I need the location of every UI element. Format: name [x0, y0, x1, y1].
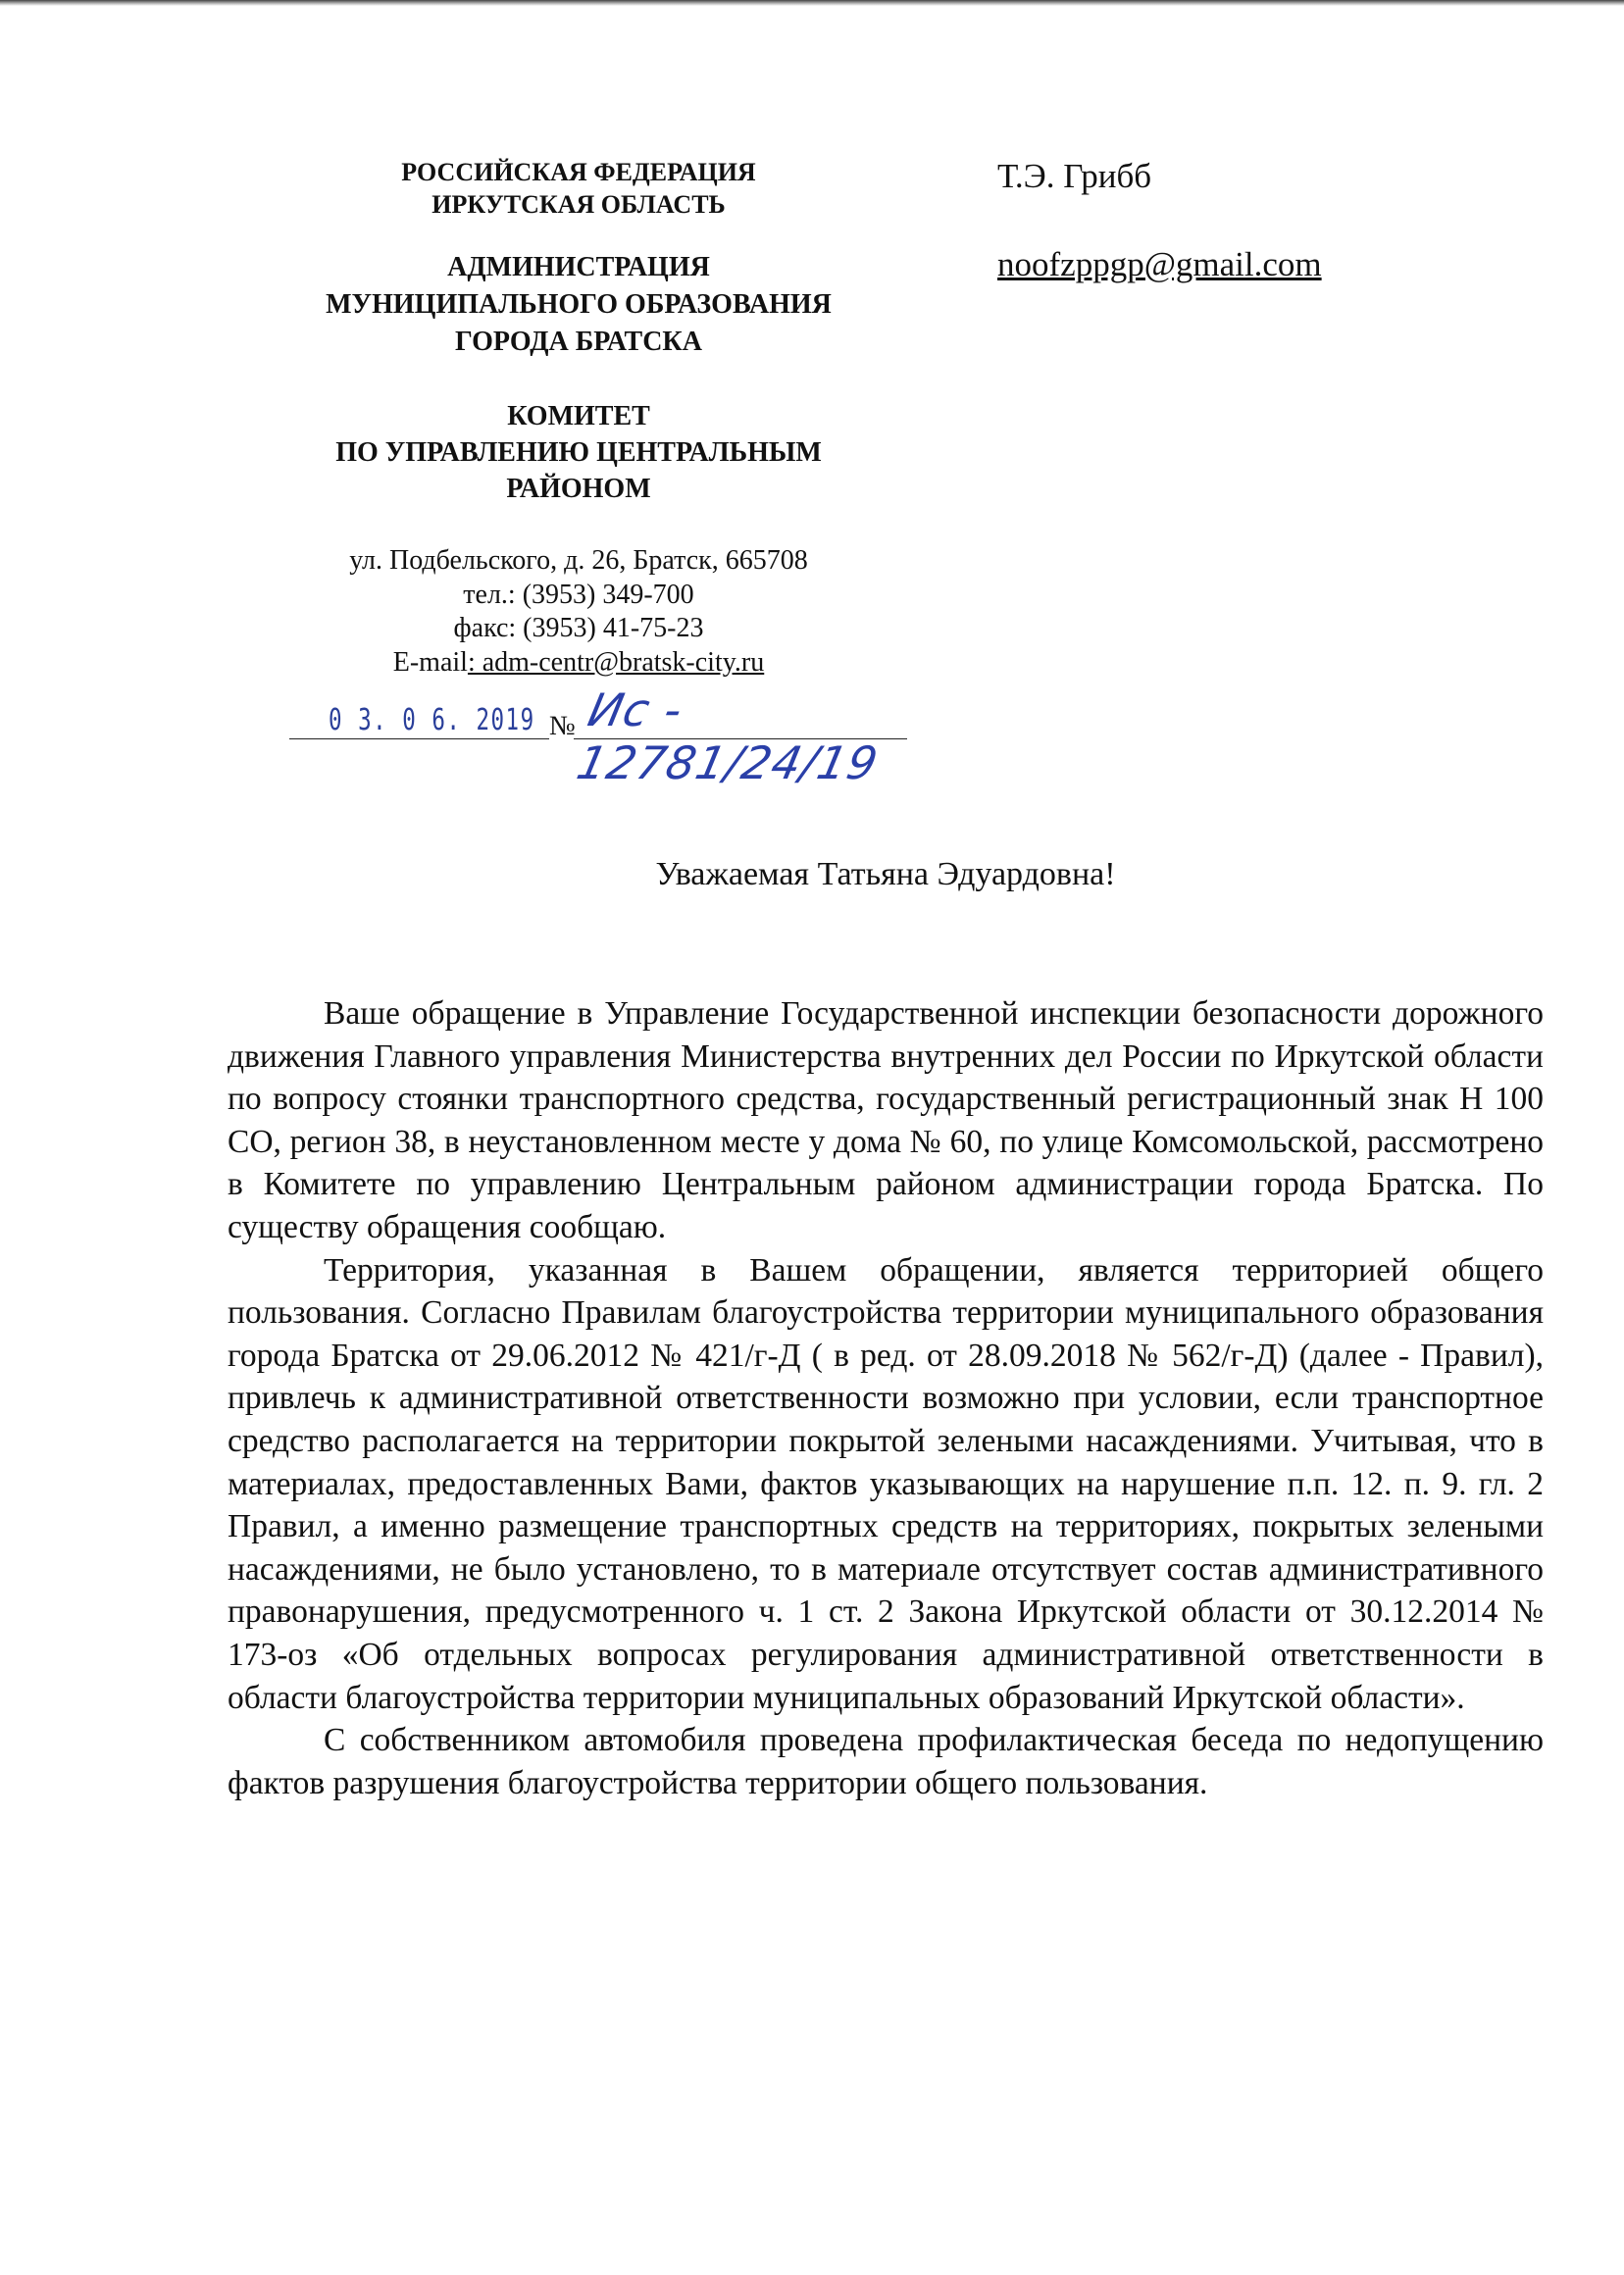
recipient-name: Т.Э. Грибб	[997, 157, 1152, 195]
date-stamp: 0 3. 0 6. 2019	[329, 703, 535, 737]
recipient-email[interactable]: noofzppgp@gmail.com	[997, 245, 1322, 283]
date-underline	[289, 738, 549, 739]
letterhead-email[interactable]: : adm-centr@bratsk-city.ru	[467, 647, 765, 678]
registration-number: Ис - 12781/24/19	[572, 683, 884, 789]
paragraph: С собственником автомобиля проведена профилактическая беседа по недопущению фактов разрушения благоустройства территории общего пользования.	[228, 1722, 1544, 1801]
paragraph: Ваше обращение в Управление Государственной инспекции безопасности дорожного движения Главного управления Министерства внутренних дел России по Иркутской области по вопросу стоянки транспортного средства, государственный регистрационный знак Н 100 СО, регион 38, в неустановленном месте у дома № 60, по улице Комсомольской, рассмотрено в Комитете по управлению Центральным районом администрации города Братска. По существу обращения сообщаю.	[228, 995, 1544, 1245]
letterhead-address: ул. Подбельского, д. 26, Братск, 665708	[349, 545, 808, 576]
number-sign: №	[549, 711, 576, 741]
letterhead-admin-2: МУНИЦИПАЛЬНОГО ОБРАЗОВАНИЯ	[326, 289, 832, 320]
letterhead-committee-3: РАЙОНОМ	[506, 474, 651, 504]
letterhead-committee-2: ПО УПРАВЛЕНИЮ ЦЕНТРАЛЬНЫМ	[335, 437, 822, 468]
letterhead-country: РОССИЙСКАЯ ФЕДЕРАЦИЯ	[401, 158, 756, 186]
letterhead-admin-1: АДМИНИСТРАЦИЯ	[447, 252, 710, 282]
letterhead-region: ИРКУТСКАЯ ОБЛАСТЬ	[431, 190, 726, 219]
greeting: Уважаемая Татьяна Эдуардовна!	[655, 856, 1116, 892]
email-label: E-mail	[392, 647, 468, 678]
letterhead-admin-3: ГОРОДА БРАТСКА	[455, 327, 702, 357]
registration-line	[289, 683, 917, 789]
scan-edge	[0, 0, 1624, 6]
letter-body	[228, 992, 1544, 1804]
letterhead-fax: факс: (3953) 41-75-23	[453, 613, 704, 643]
paragraph: Территория, указанная в Вашем обращении, является территорией общего пользования. Согласно Правилам благоустройства территории муниципального образования города Братска от 29.06.2012 № 421/г-Д ( в ред. от 28.09.2018 № 562/г-Д) (далее - Правил), привлечь к административной ответственности возможно при условии, если транспортное средство располагается на территории покрытой зелеными насаждениями. Учитывая, что в материалах, предоставленных Вами, фактов указывающих на нарушение п.п. 12. п. 9. гл. 2 Правил, а именно размещение транспортных средств на территориях, покрытых зелеными насаждениями, не было установлено, то в материале отсутствует состав административного правонарушения, предусмотренного ч. 1 ст. 2 Закона Иркутской области от 30.12.2014 № 173-оз «Об отдельных вопросах регулирования административной ответственности в области благоустройства территории муниципальных образований Иркутской области».	[228, 1251, 1544, 1716]
letterhead-email-row	[245, 646, 912, 681]
letterhead-phone: тел.: (3953) 349-700	[463, 580, 694, 610]
letterhead-committee-1: КОМИТЕТ	[507, 401, 650, 431]
